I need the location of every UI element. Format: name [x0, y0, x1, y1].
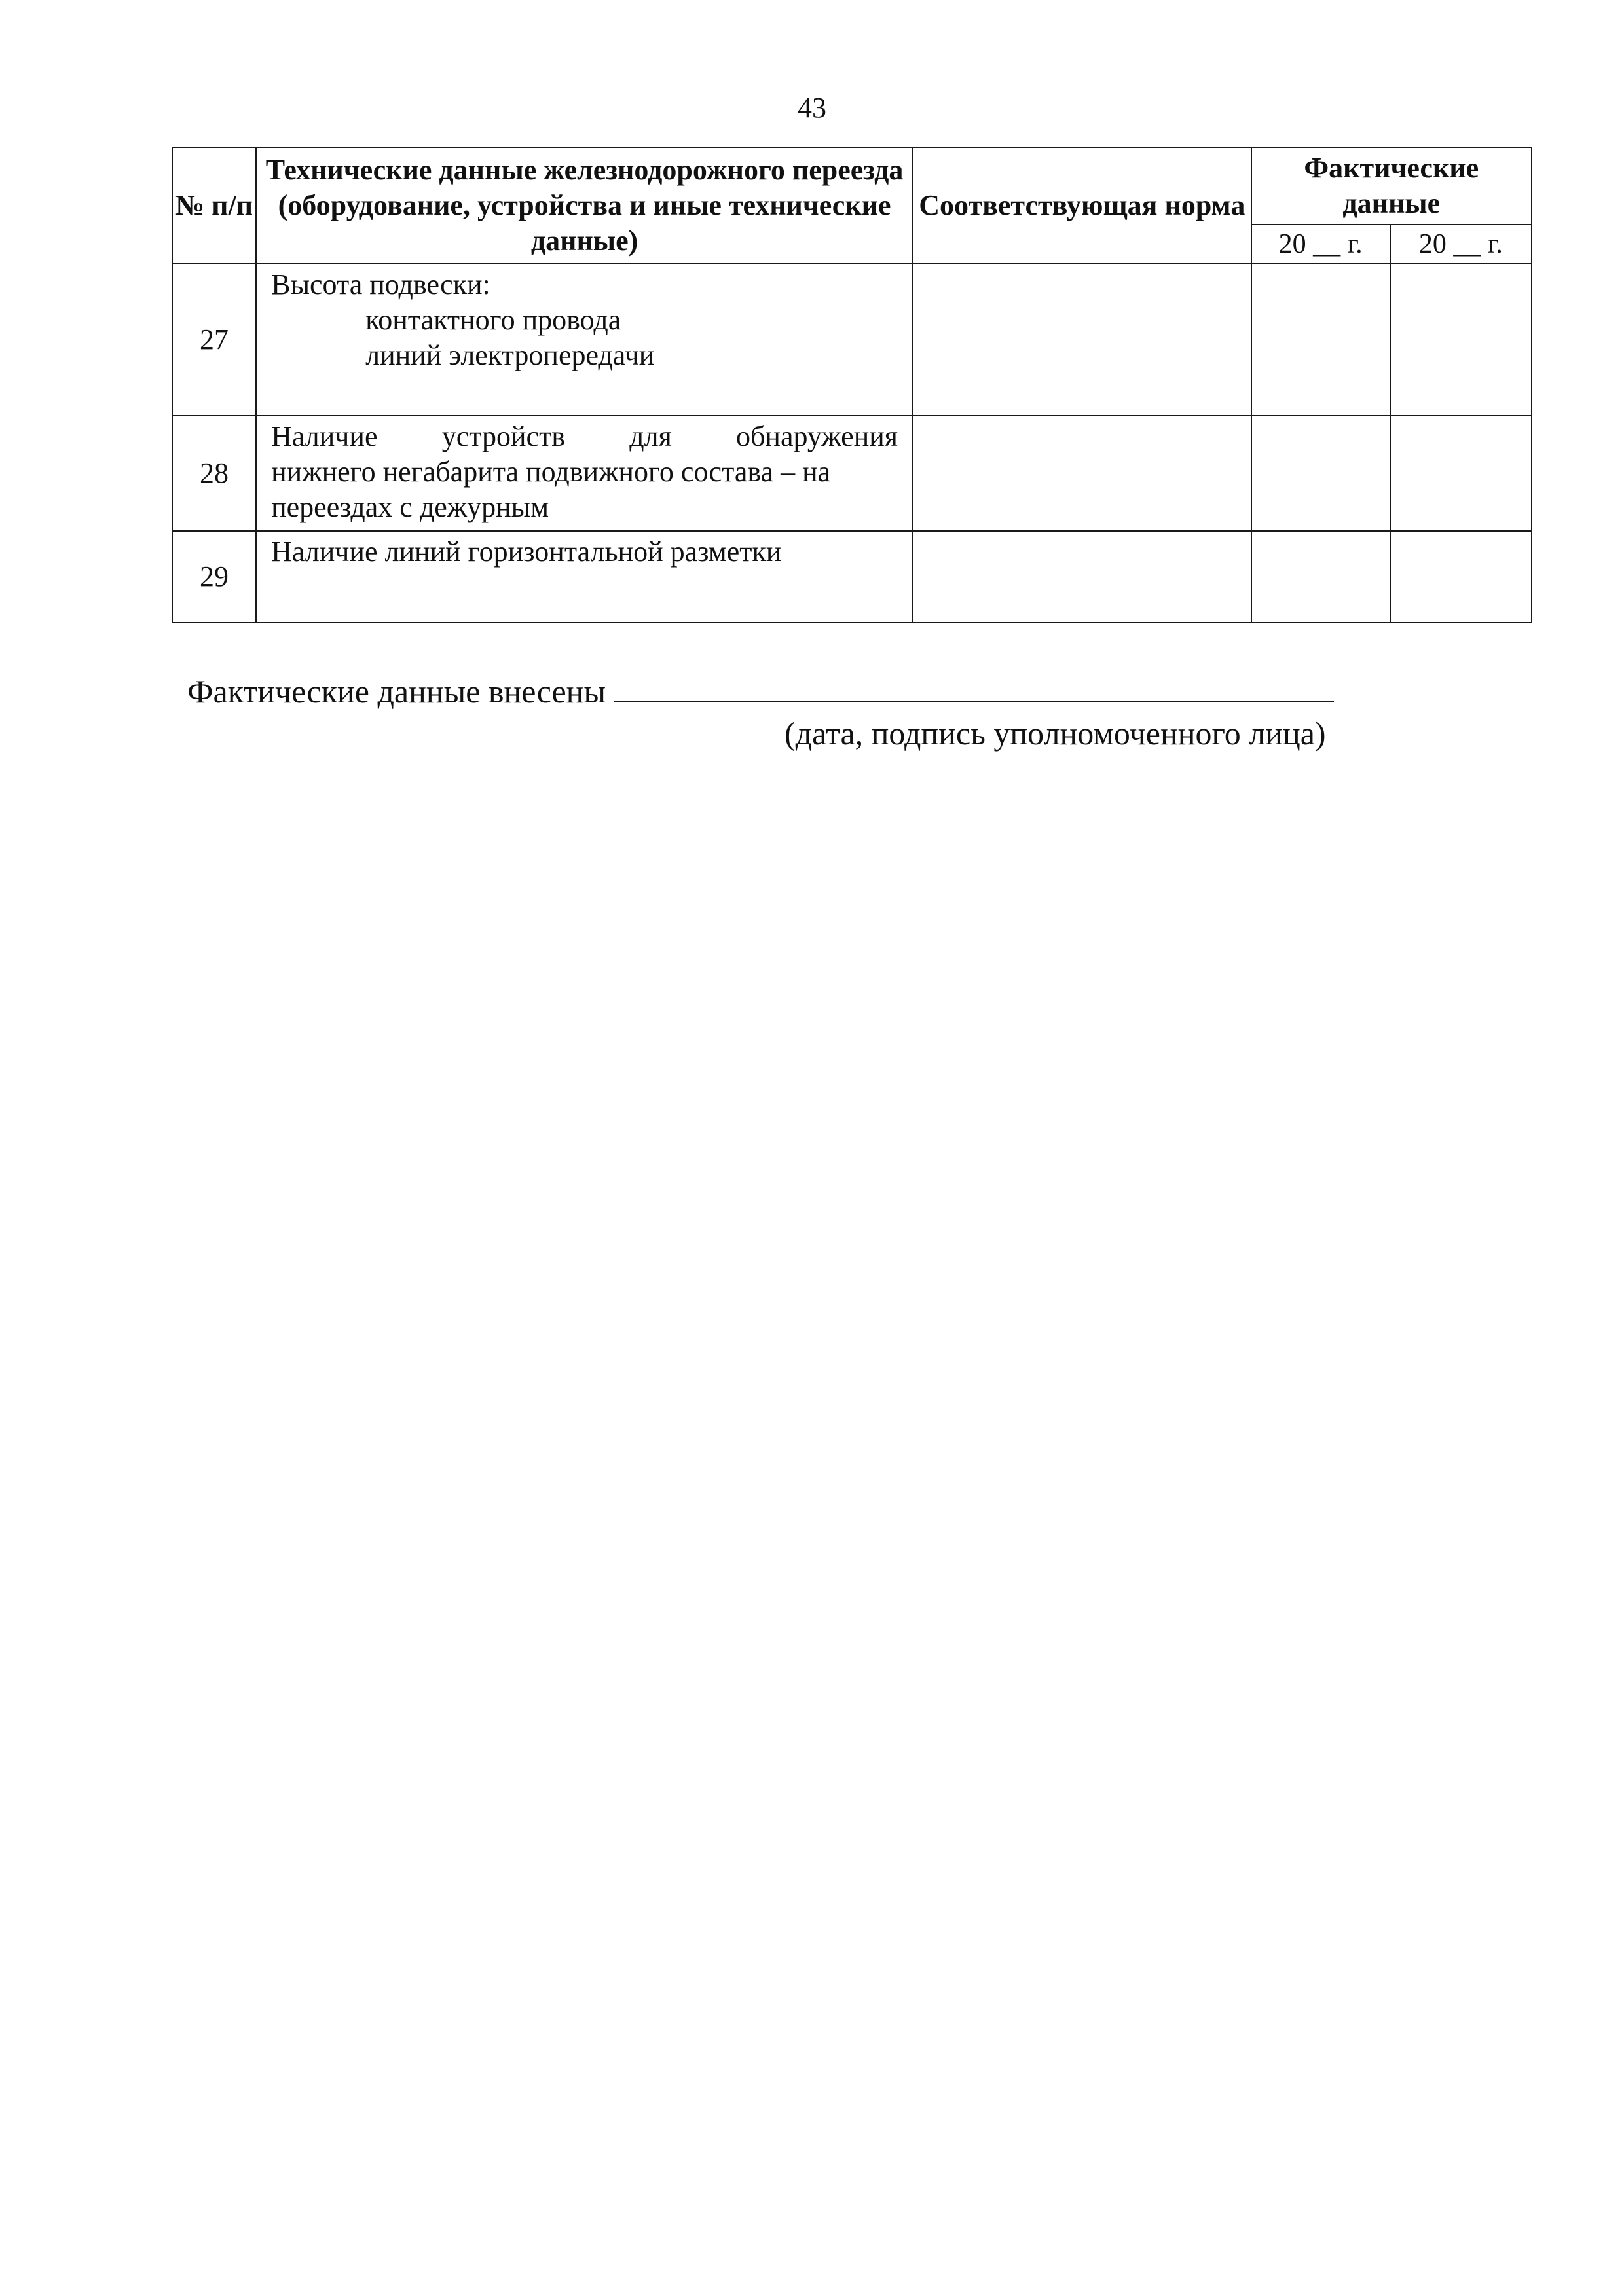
row-description	[256, 264, 913, 416]
row-description	[256, 416, 913, 531]
row-item: линий электропередачи	[365, 339, 655, 371]
header-year-1: 20 __ г.	[1251, 225, 1390, 264]
actual-cell-year-2[interactable]	[1390, 531, 1532, 623]
actual-cell-year-1[interactable]	[1251, 531, 1390, 623]
header-actual: Фактические данные	[1251, 147, 1532, 225]
row-word: для	[629, 420, 672, 452]
table-row	[172, 416, 1532, 531]
norm-cell[interactable]	[913, 531, 1251, 623]
footer-entry-line	[187, 669, 1334, 711]
header-num: № п/п	[172, 147, 256, 264]
footer-label: Фактические данные внесены	[187, 673, 606, 710]
table-row	[172, 531, 1532, 623]
row-number: 27	[172, 264, 256, 416]
row-text: нижнего негабарита подвижного состава – на переездах с дежурным	[271, 456, 831, 523]
norm-cell[interactable]	[913, 416, 1251, 531]
header-tech-data: Технические данные железнодорожного переезда (оборудование, устройства и иные технические данные)	[256, 147, 913, 264]
row-title: Высота подвески:	[271, 268, 490, 301]
row-item: контактного провода	[365, 304, 621, 336]
row-number: 29	[172, 531, 256, 623]
header-norm: Соответствующая норма	[913, 147, 1251, 264]
technical-data-table	[172, 147, 1532, 623]
footer-caption: (дата, подпись уполномоченного лица)	[784, 715, 1326, 752]
actual-cell-year-2[interactable]	[1390, 264, 1532, 416]
page-number: 43	[798, 92, 826, 124]
row-first-line	[271, 419, 898, 454]
actual-cell-year-1[interactable]	[1251, 264, 1390, 416]
row-number: 28	[172, 416, 256, 531]
table-header-row	[172, 147, 1532, 225]
row-word: устройств	[441, 420, 566, 452]
table-row	[172, 264, 1532, 416]
actual-cell-year-2[interactable]	[1390, 416, 1532, 531]
norm-cell[interactable]	[913, 264, 1251, 416]
row-text: Наличие линий горизонтальной разметки	[271, 536, 782, 568]
row-word: обнаружения	[736, 420, 898, 452]
actual-cell-year-1[interactable]	[1251, 416, 1390, 531]
signature-field[interactable]	[614, 669, 1334, 702]
row-description	[256, 531, 913, 623]
row-word: Наличие	[271, 420, 378, 452]
header-year-2: 20 __ г.	[1390, 225, 1532, 264]
